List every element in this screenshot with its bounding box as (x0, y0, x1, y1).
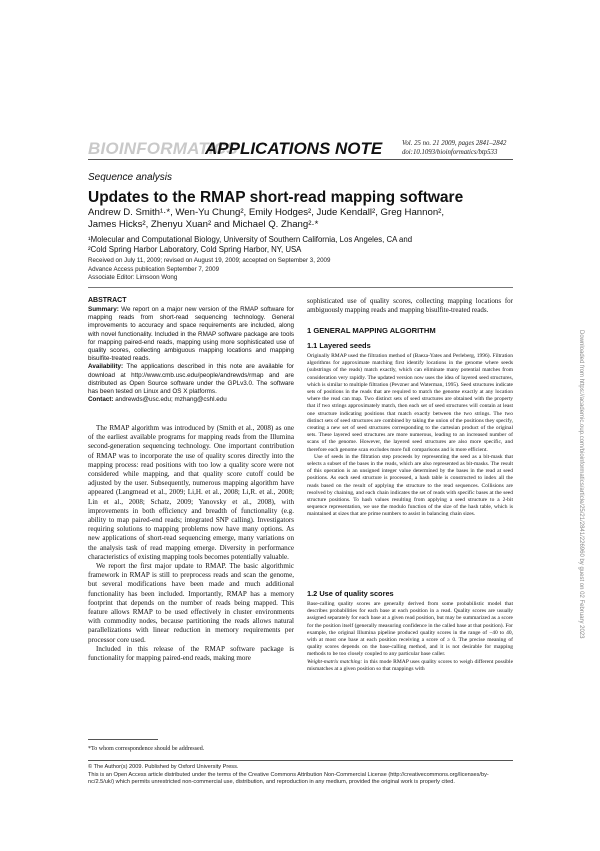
layered-seeds-text (307, 353, 513, 519)
license-rule (88, 760, 513, 761)
abstract-availability (88, 363, 294, 396)
subsection-heading-quality-scores: 1.2 Use of quality scores (307, 589, 394, 598)
volume-line: Vol. 25 no. 21 2009, pages 2841–2842 (402, 140, 507, 147)
section-label: Sequence analysis (88, 172, 172, 183)
summary-label: Summary: (88, 306, 119, 313)
author-list (88, 207, 518, 231)
abstract-heading: ABSTRACT (88, 297, 127, 304)
volume-info (402, 139, 506, 157)
quality-scores-text (307, 601, 513, 673)
intro-paragraph-3: Included in this release of the RMAP software package is functionality for mapping paired-end reads, making more (88, 644, 294, 663)
publication-dates (88, 257, 518, 283)
download-note: Downloaded from https://academic.oup.com/bioinformatics/article/25/21/2841/226960 by guest on 02 February 2023 (578, 330, 584, 639)
intro-paragraph-2: We report the first major update to RMAP. The basic algorithmic framework in RMAP is still to preprocess reads and scan the genome, but several modifications have been made and much additional functionality has been included. Importantly, RMAP has a memory footprint that depends on the number of reads being mapped. This feature allows RMAP to be used effectively in cluster environments with commodity nodes, because partitioning the reads allows natural parallelizations with linear reduction in memory requirements per processor core used. (88, 562, 294, 644)
layered-paragraph-2: Use of seeds in the filtration step proceeds by representing the seed as a bit-mask that selects a subset of the bases in the reads, which are also represented as bit-masks. The result of this operation is an unsigned integer value determined by the bases in the read at seed positions. As each seed structure is processed, a hash table is constructed to index all the reads based on the result of applying the structure to the read sequences. Collisions are resolved by chaining, and each chain indicates the set of reads with specific bases at the seed structure positions. To hash values resulting from applying a seed structure to a 2-bit sequence representation, we use the modulo function of the size of the hash table, which is maintained at sizes that are prime numbers to assist in balancing chain sizes. (307, 453, 513, 518)
contact-text: andrewds@usc.edu; mzhang@cshl.edu (115, 396, 227, 404)
summary-text: We report on a major new version of the RMAP software for mapping reads from short-read sequencing technology. General improvements to accuracy and space requirements are included, along with novel functionality. Included in the RMAP software package are tools for mapping paired-end reads, mapping using more sophisticated use of quality scores, collecting ambiguous mapping locations and mapping bisulfite-treated reads. (88, 306, 295, 363)
doi-line: doi:10.1093/bioinformatics/btp533 (402, 149, 498, 156)
continuation-text: sophisticated use of quality scores, collecting mapping locations for ambiguously mapping reads and mapping bisulfite-treated reads. (307, 297, 513, 314)
copyright-line: © The Author(s) 2009. Published by Oxford University Press. (88, 764, 239, 770)
license-text: This is an Open Access article distributed under the terms of the Creative Commons Attribution Non-Commercial License (http://creativecommons.org/licenses/by-nc/2.5/uk/) which permits unrestricted non-commercial use, distribution, and reproduction in any medium, provided the original work is properly cited. (88, 771, 489, 785)
abstract-body (88, 306, 294, 404)
advance-access: Advance Access publication September 7, 2009 (88, 265, 220, 273)
authors-line-2: James Hicks², Zhenyu Xuan² and Michael Q. Zhang²·* (88, 219, 319, 230)
abstract-contact (88, 396, 294, 404)
associate-editor: Associate Editor: Limsoon Wong (88, 274, 178, 281)
affiliation-2: ²Cold Spring Harbor Laboratory, Cold Spring Harbor, NY, USA (88, 244, 302, 254)
header-rule (88, 287, 513, 288)
availability-label: Availability: (88, 363, 124, 371)
quality-paragraph-2 (307, 659, 513, 673)
weight-matrix-label: Weight-matrix matching: (307, 658, 363, 665)
abstract-summary (88, 306, 294, 363)
journal-name: BIOINFORMATICS (88, 139, 238, 158)
subsection-heading-layered-seeds: 1.1 Layered seeds (307, 341, 371, 350)
section-heading-general-mapping: 1 GENERAL MAPPING ALGORITHM (307, 326, 436, 335)
masthead-rule (88, 159, 513, 160)
correspondence-footnote: *To whom correspondence should be addressed. (88, 746, 205, 752)
introduction (88, 424, 294, 663)
availability-text: The applications described in this note are available for download at http://www.cmb.usc.edu/people/andrewds/rmap and are distributed as Open Source software under the GPLv3.0. The software has been tested on Linux and OS X platforms. (88, 363, 294, 396)
footnote-rule (88, 739, 158, 740)
license-block (88, 764, 513, 787)
intro-paragraph-1: The RMAP algorithm was introduced by (Smith et al., 2008) as one of the earliest available programs for mapping reads from the Illumina second-generation sequencing technology. One important contribution of RMAP was to incorporate the use of quality scores directly into the mapping process: read positions with too low a quality score were not considered while mapping, and that quality score cutoff could be adjusted by the user. Subsequently, numerous mapping algorithm have appeared (Langmead et al., 2009; Li,H. et al., 2008; Li,R. et al., 2008; Lin et al., 2008; Schatz, 2009; Yanovsky et al., 2008), with improvements in both efficiency and breadth of functionality (e.g. ability to map paired-end reads; integrated SNP calling). Investigators requiring solutions to mapping problems now have many options. As new applications of short-read sequencing emerge, many variations on the analysis task of read mapping emerge. Diversity in performance characteristics of existing mapping tools becomes potentially valuable. (88, 424, 294, 561)
contact-label: Contact: (88, 396, 114, 404)
affiliations (88, 235, 518, 254)
article-type: APPLICATIONS NOTE (205, 139, 383, 158)
weight-matrix-text: in this mode RMAP uses quality scores to weigh different possible mismatches at a given position so that mappings with (307, 658, 514, 672)
right-column-continuation (307, 297, 513, 315)
quality-paragraph-1: Base-calling quality scores are generally derived from some probabilistic model that describes probabilities for each base at each position in a read. Quality scores are usually assigned separately for each base at a given read position, but may be summarized as a score for the position itself (generally measuring confidence in the called base at that position). For example, the original Illumina pipeline produced quality scores in the range of −40 to 40, with at most one base at each position receiving a score of ≥ 0. The precise meaning of quality scores depends on the base-calling method, and it is not desirable for mapping methods to be too closely coupled to any particular base caller. (307, 601, 513, 658)
received-dates: Received on July 11, 2009; revised on August 19, 2009; accepted on September 3, 2009 (88, 257, 331, 264)
layered-paragraph-1: Originally RMAP used the filtration method of (Baeza-Yates and Perleberg, 1996). Filtration algorithms for approximate matching first identify locations in the genome where seeds (substrings of the reads) match exactly, which can eliminate many potential matches from consideration very rapidly. The updated version now uses the idea of layered seed structures, which is similar to multiple filtration (Pevzner and Waterman, 1995). Seed structures indicate sets of positions in the reads that are required to match the genome exactly at any location where the read can map. Two distinct sets of seed structures are obtained with the property that if two strings approximately match, then each set of seed structures will contain at least one structure indicating positions that match exactly between the two strings. The two distinct sets of seed structures are combined by taking the union of the positions they specify, creating a new set of seed structures corresponding to the cartesian product of the original sets. These layered seed structures are more numerous, leading to an increased number of scans of the genome. However, the layered seed structures are also more specific, and therefore each genome scan excludes more full comparisons and is more efficient. (307, 353, 513, 453)
paper-title: Updates to the RMAP short-read mapping software (88, 189, 464, 206)
authors-line-1: Andrew D. Smith¹·*, Wen-Yu Chung², Emily Hodges², Jude Kendall², Greg Hannon², (88, 207, 445, 218)
affiliation-1: ¹Molecular and Computational Biology, University of Southern California, Los Angeles, CA and (88, 235, 413, 244)
